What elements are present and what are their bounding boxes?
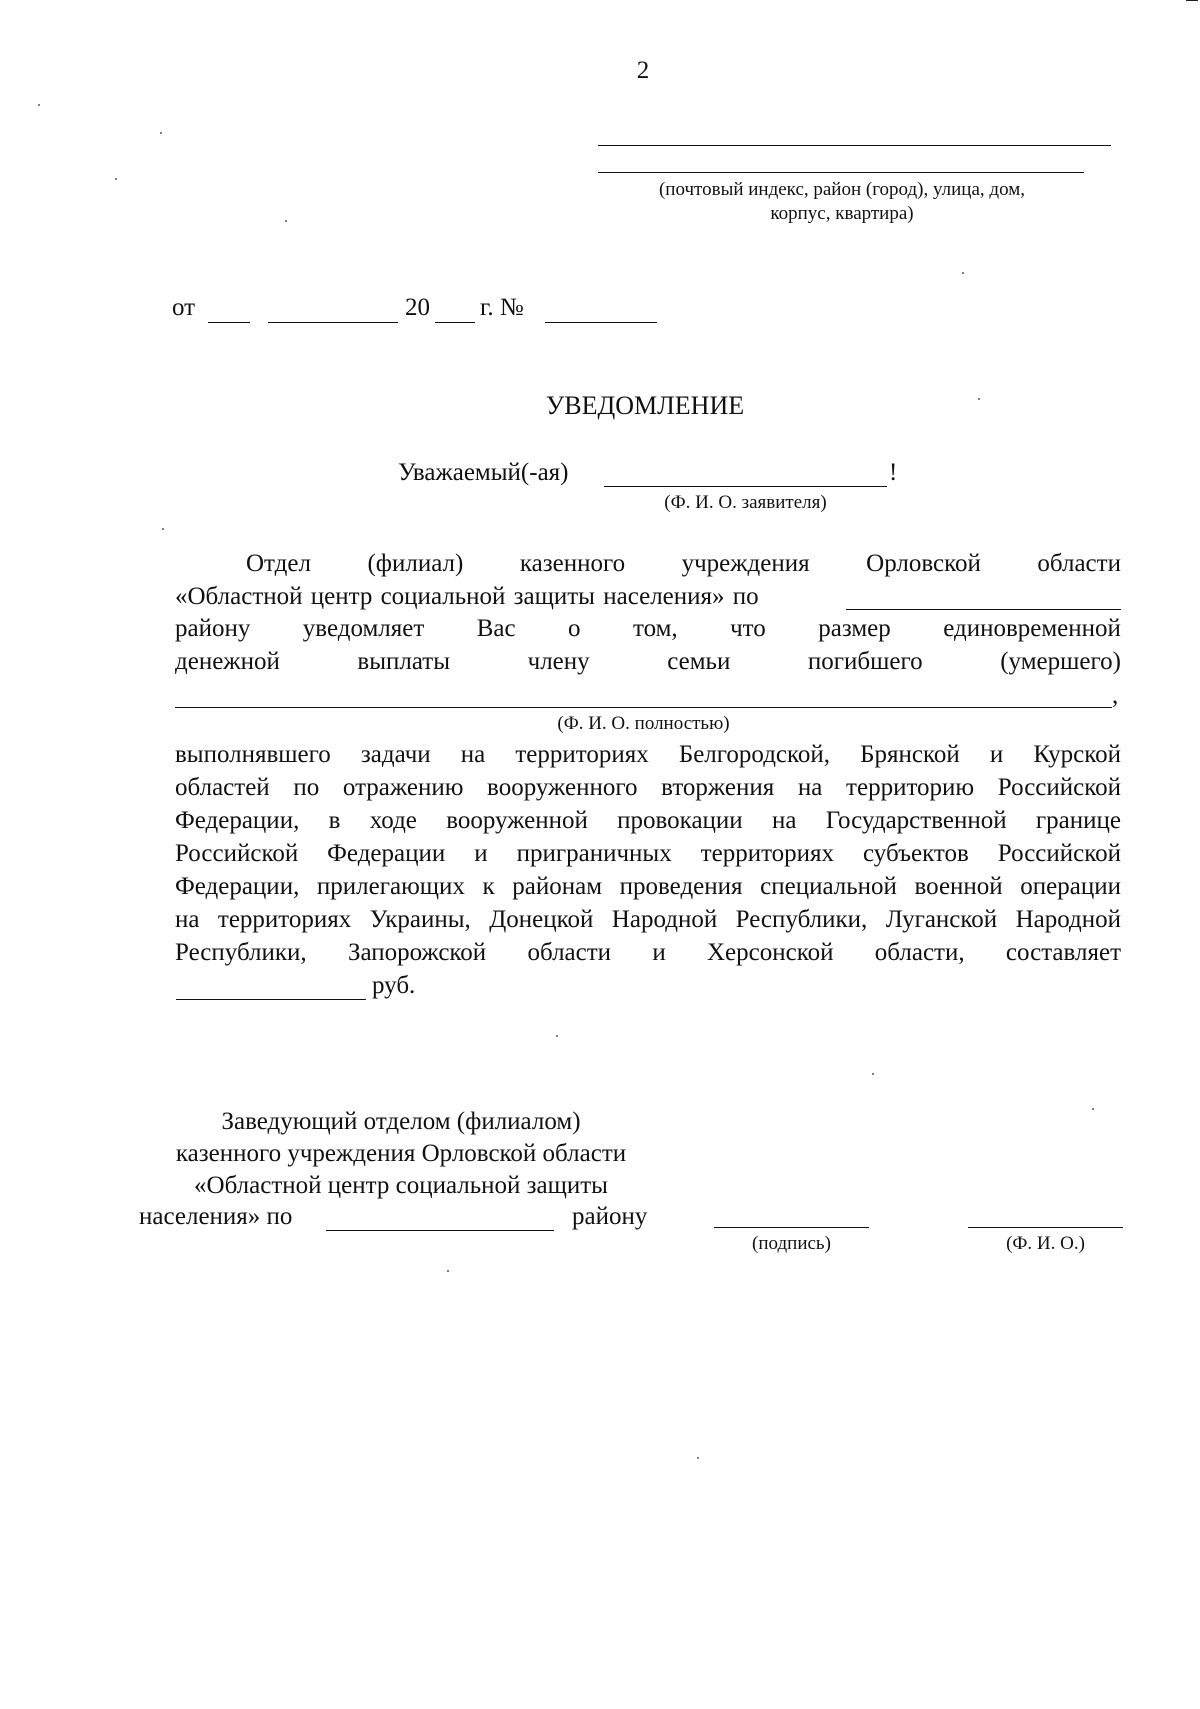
scan-speck <box>115 178 117 180</box>
amount-blank[interactable] <box>176 999 366 1000</box>
scan-speck <box>160 132 162 134</box>
signature-line-4-prefix: населения» по <box>139 1203 293 1230</box>
date-day-blank[interactable] <box>208 322 250 323</box>
address-line-2[interactable] <box>598 172 1084 173</box>
scan-speck <box>1092 1108 1094 1110</box>
body-word: члену <box>527 648 590 675</box>
body-word: что <box>730 615 766 642</box>
paragraph-line: выполнявшего задачи на территориях Белгородской, Брянской и Курской <box>175 741 1121 768</box>
date-number-blank[interactable] <box>545 322 657 323</box>
date-month-blank[interactable] <box>268 322 398 323</box>
body-word: размер <box>818 615 891 642</box>
body-word: о <box>568 615 581 642</box>
body-word: денежной <box>175 648 280 675</box>
document-title: УВЕДОМЛЕНИЕ <box>545 391 745 420</box>
salutation-caption: (Ф. И. О. заявителя) <box>664 492 827 513</box>
signature-line-3: «Областной центр социальной защиты <box>194 1172 608 1199</box>
paragraph-line: на территориях Украины, Донецкой Народной Республики, Луганской Народной <box>175 906 1121 933</box>
body-word: уведомляет <box>302 615 425 642</box>
date-year-blank[interactable] <box>435 322 475 323</box>
scan-speck <box>285 220 287 222</box>
body-word: учреждения <box>681 550 810 577</box>
signature-line-4-suffix: району <box>572 1203 648 1230</box>
address-caption-2: корпус, квартира) <box>770 203 914 224</box>
signature-line-2: казенного учреждения Орловской области <box>175 1140 627 1167</box>
salutation-exclamation: ! <box>889 459 898 486</box>
body-word: том, <box>632 615 678 642</box>
scan-speck <box>162 528 164 530</box>
paragraph-line: Российской Федерации и приграничных территориях субъектов Российской <box>175 840 1121 867</box>
scan-speck <box>38 104 40 106</box>
paragraph-line: областей по отражению вооруженного вторжения на территорию Российской <box>175 774 1121 801</box>
body-word: Орловской <box>866 550 981 577</box>
body-word: (умершего) <box>1000 648 1121 675</box>
date-prefix: от <box>172 294 196 321</box>
body-word: (филиал) <box>367 550 464 577</box>
scan-edge-mark <box>1186 0 1198 9</box>
currency-label: руб. <box>372 972 416 999</box>
signature-line-1: Заведующий отделом (филиалом) <box>221 1108 581 1135</box>
body-word: Вас <box>476 615 516 642</box>
page-number: 2 <box>636 57 650 84</box>
body-word: области <box>1037 550 1121 577</box>
body-word: семьи <box>667 648 731 675</box>
body-word: погибшего <box>807 648 923 675</box>
district-blank[interactable] <box>846 609 1121 610</box>
scan-speck <box>697 1457 699 1459</box>
signature-sign-blank[interactable] <box>714 1227 869 1228</box>
address-caption-1: (почтовый индекс, район (город), улица, дом, <box>658 179 1025 200</box>
paragraph-line: Федерации, в ходе вооруженной провокации на Государственной границе <box>175 807 1121 834</box>
scan-speck <box>872 1073 874 1075</box>
scan-speck <box>447 1270 449 1272</box>
paragraph-line: Федерации, прилегающих к районам проведения специальной военной операции <box>175 873 1121 900</box>
salutation-fio-blank[interactable] <box>604 486 887 487</box>
scan-speck <box>962 272 964 274</box>
body-line-3 <box>175 613 1121 645</box>
deceased-fio-blank[interactable] <box>175 707 1112 708</box>
scan-speck <box>556 1035 558 1037</box>
signature-fio-blank[interactable] <box>968 1227 1123 1228</box>
date-year-prefix: 20 <box>405 294 430 321</box>
signature-district-blank[interactable] <box>326 1230 554 1231</box>
body-line-1 <box>246 548 1121 580</box>
body-word: казенного <box>519 550 626 577</box>
fio-comma: , <box>1112 682 1119 709</box>
deceased-fio-caption: (Ф. И. О. полностью) <box>557 713 730 734</box>
date-number-label: г. № <box>480 294 524 321</box>
signature-sign-caption: (подпись) <box>752 1233 831 1254</box>
body-word: району <box>175 615 251 642</box>
scan-speck <box>978 398 980 400</box>
paragraph-line: Республики, Запорожской области и Херсонской области, составляет <box>175 939 1121 966</box>
salutation-text: Уважаемый(-ая) <box>398 459 569 486</box>
body-word: единовременной <box>943 615 1121 642</box>
body-word: Отдел <box>246 550 311 577</box>
signature-fio-caption: (Ф. И. О.) <box>1006 1233 1085 1254</box>
body-line-2: «Областной центр социальной защиты населения» по <box>175 583 759 610</box>
body-word: выплаты <box>357 648 451 675</box>
address-line-1[interactable] <box>598 145 1111 146</box>
body-line-4 <box>175 646 1121 678</box>
